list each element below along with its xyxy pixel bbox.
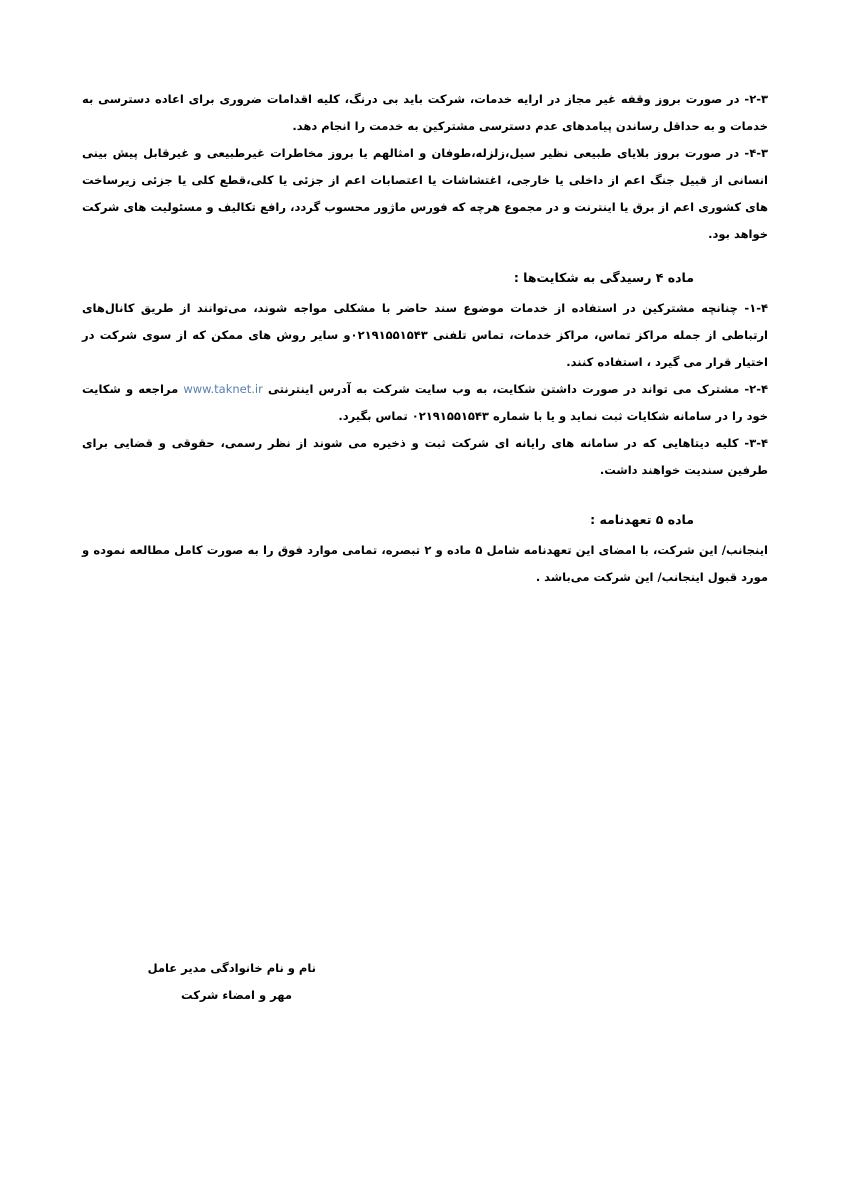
clause-2-3: ۲-۳- در صورت بروز وقفه غیر مجاز در ارایه خدمات، شرکت باید بی درنگ، کلیه اقدامات ضروری برای اعاده دسترسی به خدمات و به حداقل رساندن پیامدهای عدم دسترسی مشترکین به خدمت را انجام دهد. — [82, 92, 768, 133]
clause-2-4 — [82, 376, 768, 430]
clause-1-4: ۱-۴- چنانچه مشترکین در استفاده از خدمات موضوع سند حاضر با مشکلی مواجه شوند، می‌توانند از طریق کانال‌های ارتباطی از جمله مراکز تماس، مراکز خدمات، تماس تلفنی ۰۲۱۹۱۵۵۱۵۴۳و سایر روش های ممکن که از سوی شرکت در اختیار قرار می گیرد ، استفاده کنند. — [82, 301, 769, 369]
clause-2-4-text-start: ۲-۴- مشترک می تواند در صورت داشتن شکایت، به وب سایت شرکت به آدرس اینترنتی — [267, 382, 768, 396]
article-5-heading: ماده ۵ تعهدنامه : — [590, 512, 694, 527]
document-body — [82, 86, 768, 591]
clause-2-4-text-end: مراجعه و شکایت خود را در سامانه شکایات ثبت نماید و یا با شماره ۰۲۱۹۱۵۵۱۵۴۳ تماس بگیرد. — [82, 382, 768, 423]
clause-3-4: ۳-۴- کلیه دیتاهایی که در سامانه های رایانه ای شرکت ثبت و ذخیره می شوند از نظر رسمی، حقوقی و قضایی برای طرفین سندیت خواهند داشت. — [82, 436, 768, 477]
stamp-signature-label: مهر و امضاء شرکت — [181, 988, 292, 1002]
clause-4-3: ۴-۳- در صورت بروز بلایای طبیعی نظیر سیل،زلزله،طوفان و امثالهم یا بروز مخاطرات غیرطبیعی و غیرقابل پیش بینی انسانی از قبیل جنگ اعم از داخلی یا خارجی، اغتشاشات یا اعتصابات اعم از جزئی یا کلی،قطع کلی یا جزئی زیرساخت های کشوری اعم از برق یا اینترنت و در مجموع هرچه که فورس ماژور محسوب گردد، رافع تکالیف و مسئولیت های شرکت خواهد بود. — [82, 146, 768, 241]
ceo-name-label: نام و نام خانوادگی مدیر عامل — [147, 961, 316, 975]
signature-block — [116, 955, 316, 1009]
article-4-heading: ماده ۴ رسیدگی به شکایت‌ها : — [513, 270, 694, 285]
website-link[interactable]: www.taknet.ir — [183, 382, 263, 396]
commitment-text: اینجانب/ این شرکت، با امضای این تعهدنامه شامل ۵ ماده و ۲ تبصره، تمامی موارد فوق را به صورت کامل مطالعه نموده و مورد قبول اینجانب/ این شرکت می‌باشد . — [82, 543, 768, 584]
